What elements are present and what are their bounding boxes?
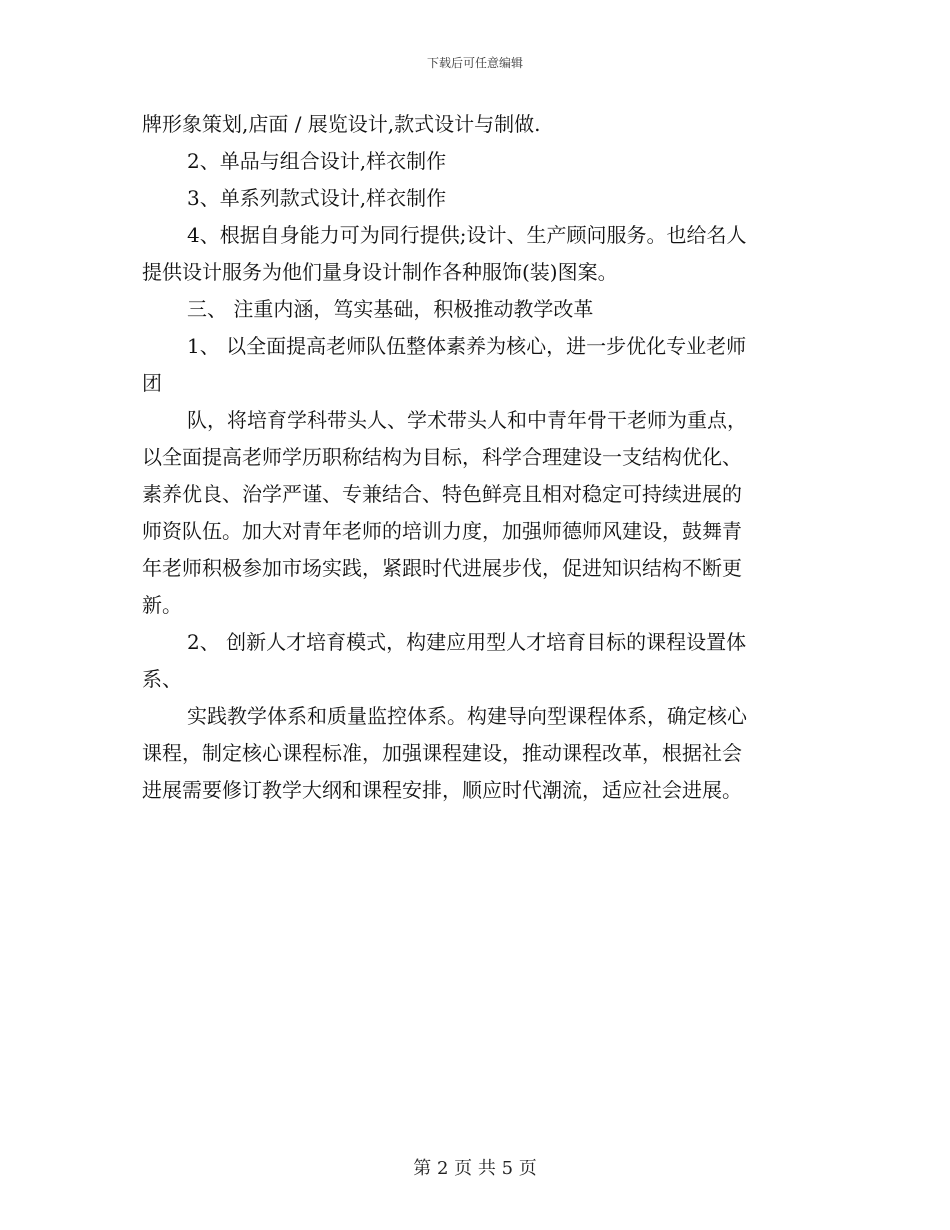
page-footer: 第 2 页 共 5 页 (413, 1158, 537, 1179)
text-line: 1、 以全面提高老师队伍整体素养为核心，进一步优化专业老师 (187, 334, 747, 358)
text-line: 进展需要修订教学大纲和课程安排，顺应时代潮流，适应社会进展。 (142, 778, 742, 802)
text-line: 团 (142, 371, 162, 395)
text-line: 课程，制定核心课程标准，加强课程建设，推动课程改革，根据社会 (142, 741, 742, 765)
document-body (142, 106, 804, 809)
text-line: 实践教学体系和质量监控体系。构建导向型课程体系，确定核心 (187, 704, 747, 728)
text-line: 提供设计服务为他们量身设计制作各种服饰(装)图案。 (142, 260, 618, 284)
text-line: 队，将培育学科带头人、学术带头人和中青年骨干老师为重点， (187, 408, 747, 432)
text-line: 新。 (142, 593, 182, 617)
page-header: 下载后可任意编辑 (426, 56, 523, 70)
text-line: 4、根据自身能力可为同行提供;设计、生产顾问服务。也给名人 (187, 223, 747, 247)
text-line: 师资队伍。加大对青年老师的培训力度，加强师德师风建设，鼓舞青 (142, 519, 742, 543)
text-line: 以全面提高老师学历职称结构为目标，科学合理建设一支结构优化、 (142, 445, 742, 469)
text-line: 年老师积极参加市场实践，紧跟时代进展步伐，促进知识结构不断更 (142, 556, 742, 580)
section-heading: 三、 注重内涵，笃实基础，积极推动教学改革 (187, 297, 594, 321)
text-line: 素养优良、治学严谨、专兼结合、特色鲜亮且相对稳定可持续进展的 (142, 482, 742, 506)
text-line: 2、单品与组合设计,样衣制作 (187, 149, 447, 173)
text-line: 3、单系列款式设计,样衣制作 (187, 186, 447, 210)
text-line: 系、 (142, 667, 182, 691)
text-line: 2、 创新人才培育模式，构建应用型人才培育目标的课程设置体 (187, 630, 747, 654)
text-line: 牌形象策划,店面 / 展览设计,款式设计与制做. (142, 112, 541, 136)
